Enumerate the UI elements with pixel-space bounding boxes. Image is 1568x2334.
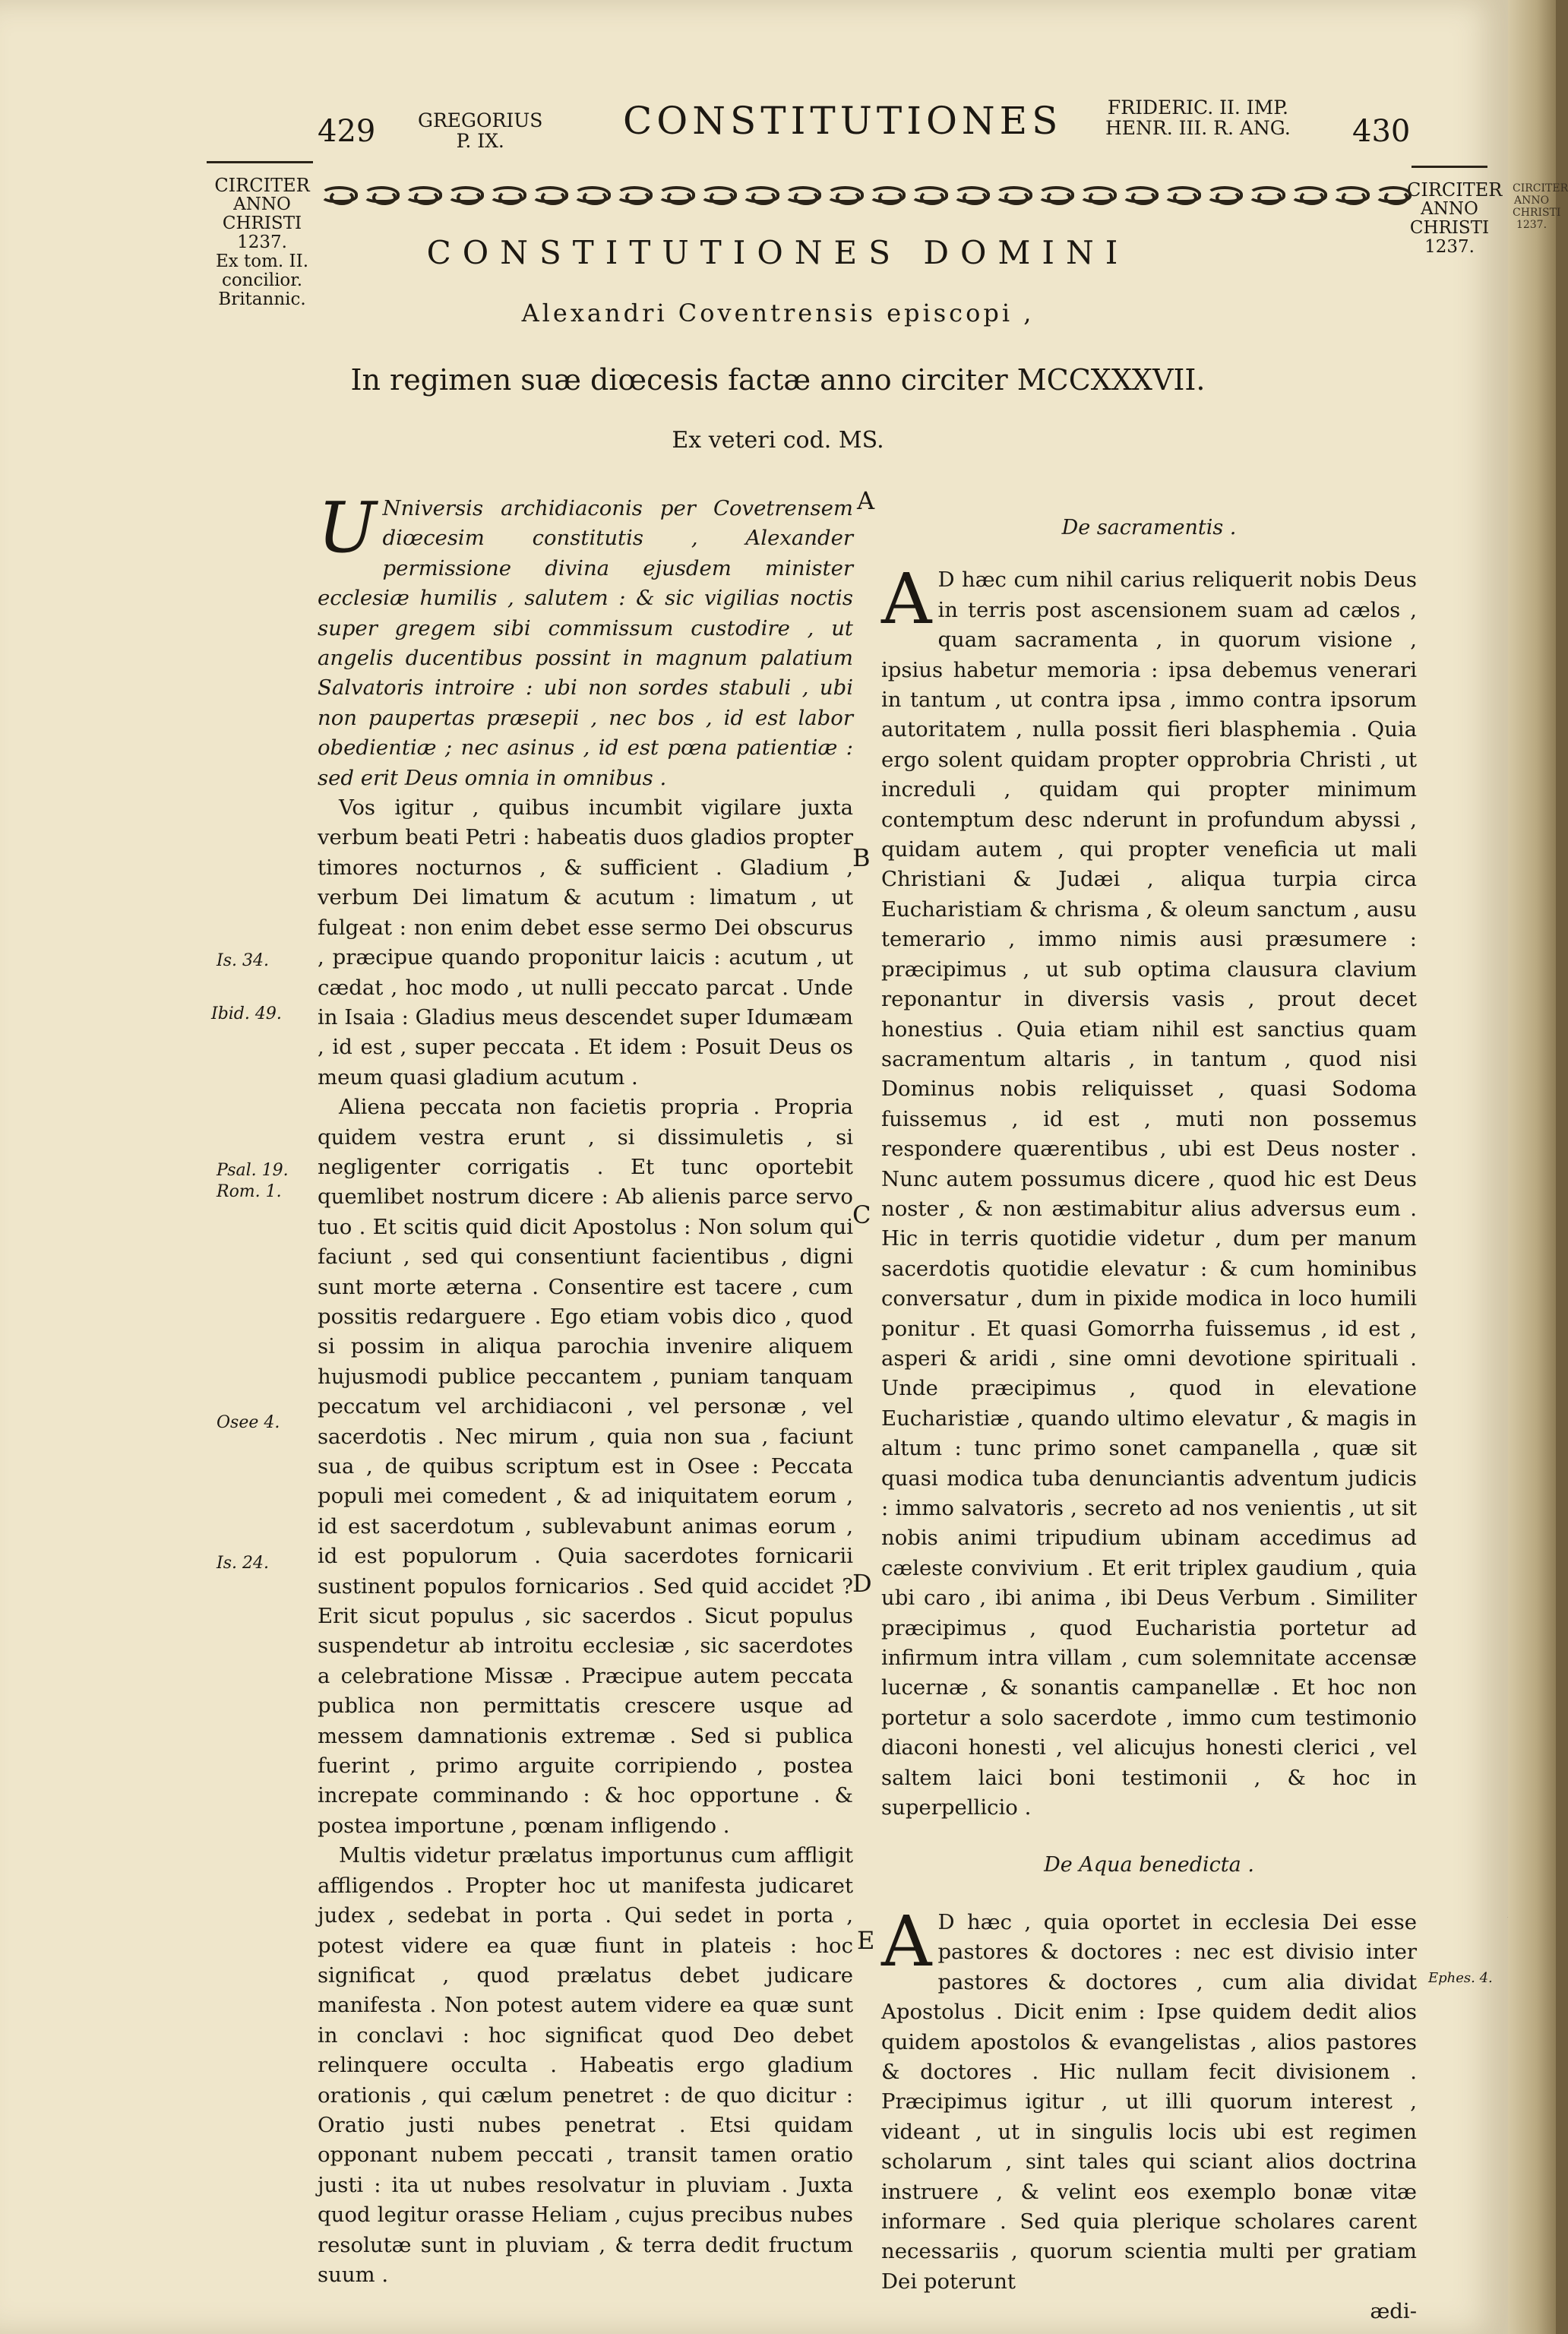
ornament-unit [362, 183, 402, 206]
running-head-right-line2: HENR. III. R. ANG. [1105, 117, 1291, 139]
ornament-unit [656, 183, 697, 206]
drop-cap: A [881, 1900, 932, 1982]
margin-ref: Ephes. 4. [1428, 1970, 1493, 1986]
paragraph: Multis videtur prælatus importunus cum affligit affligendos . Propter hoc ut manifesta judicaret judex , sedebat in porta . Qui sedet in porta , potest videre ea quæ fiunt in plateis : hoc significat , quod prælatus debet judicare manifesta . Non potest autem videre ea quæ sunt in conclavi : hoc significat quod Deo debet relinquere occulta . Habeatis ergo gladium orationis , qui cælum penetret : de quo dicitur : Oratio justi nubes penetrat . Etsi quidam opponant nubem peccati , transit tamen oratio justi : ita ut nubes resolvatur in pluviam . Juxta quod legitur orasse Heliam , cujus precibus nubes resolutæ sunt in pluviam , & terra dedit fructum suum . [318, 1843, 853, 2287]
paragraph [881, 558, 1417, 1823]
next-page-side-line: 1237. [1516, 219, 1547, 231]
ornament-unit [615, 183, 655, 206]
left-page-number: 429 [318, 114, 376, 149]
ornament-unit [699, 183, 739, 206]
running-head-left-line1: GREGORIUS [418, 109, 543, 131]
ornament-unit [403, 183, 444, 206]
next-page-side-line: ANNO [1513, 194, 1550, 207]
side-left-line: CHRISTI [222, 213, 302, 233]
side-left-line: Ex tom. II. [215, 251, 309, 271]
paragraph-text: D hæc cum nihil carius reliquerit nobis Deus in terris post ascensionem suam ad cælos , quam sacramenta , in quorum visione , ipsius habetur memoria : ipsa debemus venerari in tantum , ut contra ipsa , immo contra ipsorum autoritatem , nulla possit fieri blasphemia . Quia ergo solent quidam propter opprobria Christi , ut increduli , quidam qui propter minimum contemptum desc nderunt in profundum abyssi , quidam autem , qui propter veneficia ut mali Christiani & Judæi , aliqua turpia circa Eucharistiam & chrisma , & oleum sanctum , ausu temerario , immo nimis ausi præsumere : præcipimus , ut sub optima clausura clavium reponantur in diversis vasis , prout decet honestius . Quia etiam nihil est sanctius quam sacramentum altaris , in tantum , quod nisi Dominus nobis reliquisset , quasi Sodoma fuissemus , id est , muti non possemus respondere quærentibus , ubi est Deus noster . Nunc autem possumus dicere , quod hic est Deus noster , & non æstimabitur alius adversus eum . Hic in terris quotidie videtur , dum per manum sacerdotis quotidie elevatur : & cum hominibus conversatur , dum in pixide modica in loco humili ponitur . Et quasi Gomorrha fuissemus , id est , asperi & aridi , sine omni devotione spirituali . Unde præcipimus , quod in elevatione Eucharistiæ , quando ultimo elevatur , & magis in altum : tunc primo sonet campanella , quæ sit quasi modica tuba denunciantis adventum judicis : immo salvatoris , secreto ad nos venientis , ut sit nobis animi tripudium ubinam accedimus ad cæleste convivium . Et erit triplex gaudium , quia ubi caro , ibi anima , ibi Deus Verbum . Similiter præcipimus , quod Eucharistia portetur ad infirmum intra villam , cum solemnitate accensæ lucernæ , & sonantis campanellæ . Et hoc non portetur a solo sacerdote , immo cum testimonio diaconi honesti , vel alicujus honesti clerici , vel saltem laici boni testimonii , & hoc in superpellicio . [881, 568, 1417, 1820]
drop-cap: U [318, 487, 377, 568]
ornament-unit [572, 183, 612, 206]
title-author: Alexandri Coventrensis episcopi , [521, 299, 1035, 327]
ornament-unit [1121, 183, 1161, 206]
ornament-unit [909, 183, 950, 206]
running-head-left [418, 110, 542, 151]
section-mark: C [852, 1200, 871, 1229]
side-left-line: concilior. [221, 270, 303, 290]
margin-ref: Psal. 19. [217, 1161, 289, 1180]
catchword: ædi- [1370, 2299, 1417, 2324]
right-page-number: 430 [1352, 114, 1411, 149]
left-column [318, 487, 853, 2290]
side-right-line: 1237. [1424, 237, 1475, 257]
next-page-edge [1508, 0, 1568, 2334]
running-head-right-line1: FRIDERIC. II. IMP. [1107, 96, 1288, 119]
side-right-line: CHRISTI [1409, 218, 1490, 238]
ornament-unit [1205, 183, 1245, 206]
next-page-side-line: CIRCITER [1513, 182, 1568, 194]
ornament-unit [319, 183, 359, 206]
ornament-unit [1331, 183, 1371, 206]
side-right-line: CIRCITER [1407, 179, 1503, 201]
side-left-line: 1237. [237, 232, 287, 252]
title-regimen: In regimen suæ diœcesis factæ anno circiter MCCXXXVII. [350, 363, 1206, 397]
side-left-line: CIRCITER [214, 175, 310, 196]
running-head-left-line2: P. IX. [456, 130, 504, 152]
section-mark: E [857, 1926, 875, 1955]
spacer [881, 542, 1417, 565]
drop-cap: A [881, 558, 932, 640]
ornament-unit [1078, 183, 1118, 206]
running-head-right [1105, 97, 1291, 138]
side-left-line: Britannic. [218, 289, 306, 309]
paragraph-text: D hæc , quia oportet in ecclesia Dei esse pastores & doctores : nec est divisio inter pastores & doctores , cum alia dividat Apostolus . Dicit enim : Ipse quidem dedit alios quidem apostolos & evangelistas , alios pastores & doctores . Hic nullam fecit divisionem . Præcipimus igitur , ut illi quorum interest , videant , ut in singulis locis ubi est regimen scholarum , sint tales qui sciant alios doctrina instruere , & velint eos exemplo bonæ vitæ informare . Sed quia plerique scholares carent necessariis , quorum scientia multi per gratiam Dei poterunt [881, 1909, 1417, 2294]
paragraph [881, 1900, 1417, 2297]
next-page-side-line: CHRISTI [1513, 207, 1561, 219]
ornament-unit [446, 183, 486, 206]
ornament-unit [825, 183, 865, 206]
running-title: CONSTITUTIONES [623, 99, 1063, 143]
margin-ref: Osee 4. [217, 1413, 280, 1432]
spacer [881, 1823, 1417, 1850]
ornament-unit [783, 183, 824, 206]
title-codex: Ex veteri cod. MS. [672, 427, 884, 454]
section-mark: A [857, 486, 875, 515]
ornament-unit [741, 183, 781, 206]
spacer [881, 1880, 1417, 1908]
section-heading: De Aqua benedicta . [1044, 1853, 1254, 1877]
side-left-line: ANNO [233, 194, 291, 214]
ornament-unit [868, 183, 908, 206]
side-right-line: ANNO [1421, 199, 1478, 219]
section-heading: De sacramentis . [1061, 516, 1237, 539]
ornament-unit [1162, 183, 1203, 206]
side-rule-left [207, 161, 313, 163]
ornament-band [319, 181, 1413, 208]
ornament-unit [1289, 183, 1329, 206]
title-main: CONSTITUTIONES DOMINI [426, 234, 1130, 271]
ornament-unit [530, 183, 571, 206]
margin-ref: Is. 24. [217, 1554, 269, 1573]
address-text: Nniversis archidiaconis per Covetrensem diœcesim constitutis , Alexander permissione divina ejusdem minister ecclesiæ humilis , salutem : & sic vigilias noctis super gregem sibi commissum custodire , ut angelis ducentibus possint in magnum palatium Salvatoris introire : ubi non sordes stabuli , ubi non paupertas præsepii , nec bos , id est labor obedientiæ ; nec asinus , id est pœna patientiæ : sed erit Deus omnia in omnibus . [318, 496, 853, 790]
paragraph: Vos igitur , quibus incumbit vigilare juxta verbum beati Petri : habeatis duos gladios propter timores nocturnos , & sufficient . Gladium , verbum Dei limatum & acutum : limatum , ut fulgeat : non enim debet esse sermo Dei obscurus , præcipue quando proponitur laicis : acutum , ut cædat , hoc modo , ut nulli peccato parcat . Unde in Isaia : Gladius meus descendet super Idumæam , id est , super peccata . Et idem : Posuit Deus os meum quasi gladium acutum . [318, 795, 853, 1090]
section-mark: B [852, 843, 871, 872]
ornament-unit [1247, 183, 1287, 206]
margin-ref: Rom. 1. [217, 1182, 282, 1201]
address-paragraph [318, 487, 853, 793]
next-page-side-note [1513, 182, 1568, 231]
section-mark: D [852, 1569, 872, 1598]
ornament-unit [952, 183, 992, 206]
margin-ref: Is. 34. [217, 951, 269, 970]
margin-ref: Ibid. 49. [211, 1004, 282, 1023]
right-column [881, 513, 1417, 2327]
ornament-unit [1036, 183, 1076, 206]
ornament-unit [994, 183, 1034, 206]
ornament-unit [1374, 183, 1414, 206]
side-rule-right [1412, 166, 1487, 168]
ornament-unit [488, 183, 528, 206]
paragraph: Aliena peccata non facietis propria . Propria quidem vestra erunt , si dissimuletis , si negligenter corrigatis . Et tunc oportebit quemlibet nostrum dicere : Ab alienis parce servo tuo . Et scitis quid dicit Apostolus : Non solum qui faciunt , sed qui consentiunt facientibus , digni sunt morte æterna . Consentire est tacere , cum possitis redarguere . Ego etiam vobis dico , quod si possim in aliqua parochia invenire aliquem hujusmodi publice peccantem , puniam tanquam peccatum vel archidiaconi , vel personæ , vel sacerdotis . Nec mirum , quia non sua , faciunt sua , de quibus scriptum est in Osee : Peccata populi mei comedent , & ad iniquitatem eorum , id est sacerdotum , sublevabunt animas eorum , id est populorum . Quia sacerdotes fornicarii sustinent populos fornicarios . Sed quid accidet ? Erit sicut populus , sic sacerdos . Sicut populus suspendetur ab introitu ecclesiæ , sic sacerdotes a celebratione Missæ . Præcipue autem peccata publica non permittatis crescere usque ad messem damnationis extremæ . Sed si publica fuerint , primo arguite corripiendo , postea increpate comminando : & hoc opportune . & postea importune , pœnam infligendo . [318, 1095, 853, 1838]
